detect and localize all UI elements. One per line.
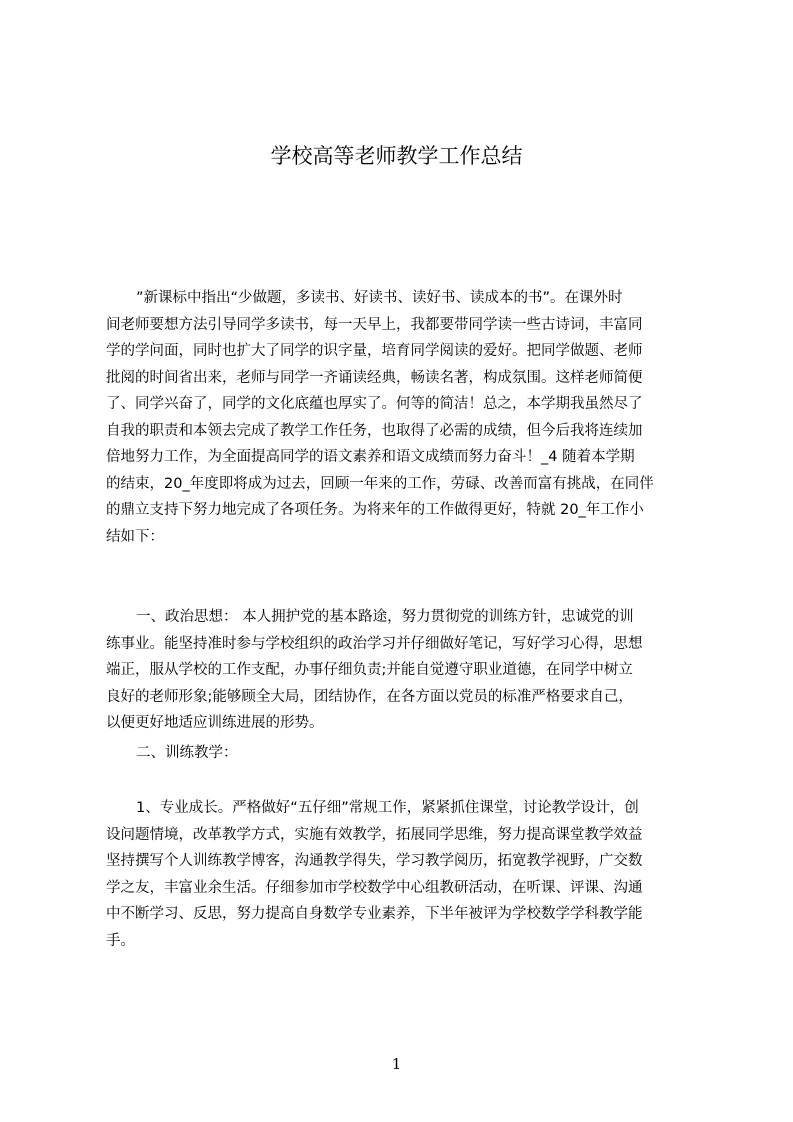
text-line: 二、训练教学： — [136, 745, 238, 761]
text-line: 的鼎立支持下努力地完成了各项任务。为将来年的工作做得更好，特就 20_年工作小 — [106, 502, 644, 518]
text-line: 结如下： — [106, 528, 164, 545]
text-line: 学的学问面，同时也扩大了同学的识字量，培育同学阅读的爱好。把同学做题、老师 — [106, 343, 643, 359]
text-line: 端正，服从学校的工作支配，办事仔细负责;并能自觉遵守职业道德，在同学中树立 — [106, 662, 633, 678]
text-line: 练事业。能坚持准时参与学校组织的政治学习并仔细做好笔记，写好学习心得，思想 — [106, 635, 643, 652]
text-line: 批阅的时间省出来，老师与同学一齐诵读经典，畅读名著，构成氛围。这样老师简便 — [106, 369, 643, 386]
text-line: 设问题情境，改革教学方式，实施有效教学，拓展同学思维，努力提高课堂教学效益 — [106, 826, 643, 843]
text-line: 良好的老师形象;能够顾全大局，团结协作，在各方面以党员的标准严格要求自己， — [106, 688, 633, 705]
text-line: 间老师要想方法引导同学多读书，每一天早上，我都要带同学读一些古诗词，丰富同 — [106, 316, 643, 333]
paragraph-political — [106, 604, 698, 737]
text-line: 中不断学习、反思，努力提高自身数学专业素养，下半年被评为学校数学学科教学能 — [106, 906, 643, 922]
text-line: ”新课标中指出“少做题，多读书、好读书、读好书、读成本的书”。在课外时 — [136, 290, 623, 306]
text-line: 倍地努力工作，为全面提高同学的语文素养和语文成绩而努力奋斗！_4 随着本学期 — [106, 449, 635, 465]
text-line: 的结束，20_年度即将成为过去，回顾一年来的工作，劳碌、改善而富有挑战，在同伴 — [106, 475, 654, 492]
page-number: 1 — [391, 1055, 402, 1073]
text-line: 自我的职责和本领去完成了教学工作任务，也取得了必需的成绩，但今后我将连续加 — [106, 422, 643, 439]
text-line: 一、政治思想： 本人拥护党的基本路途，努力贯彻党的训练方针，忠诚党的训 — [136, 609, 634, 625]
text-line: 坚持撰写个人训练教学博客，沟通教学得失，学习教学阅历，拓宽教学视野，广交数 — [106, 853, 643, 869]
document-title: 学校高等老师教学工作总结 — [270, 144, 523, 168]
text-line: 手。 — [106, 932, 135, 949]
paragraph-professional-growth — [106, 795, 698, 954]
paragraph-intro — [106, 285, 698, 550]
section-heading-teaching — [106, 740, 698, 767]
text-line: 1、专业成长。严格做好“五仔细”常规工作，紧紧抓住课堂，讨论教学设计，创 — [136, 800, 639, 816]
text-line: 了、同学兴奋了，同学的文化底蕴也厚实了。何等的简洁！总之，本学期我虽然尽了 — [106, 396, 643, 412]
text-line: 学之友，丰富业余生活。仔细参加市学校数学中心组教研活动，在听课、评课、沟通 — [106, 879, 643, 896]
text-line: 以便更好地适应训练进展的形势。 — [106, 715, 324, 731]
